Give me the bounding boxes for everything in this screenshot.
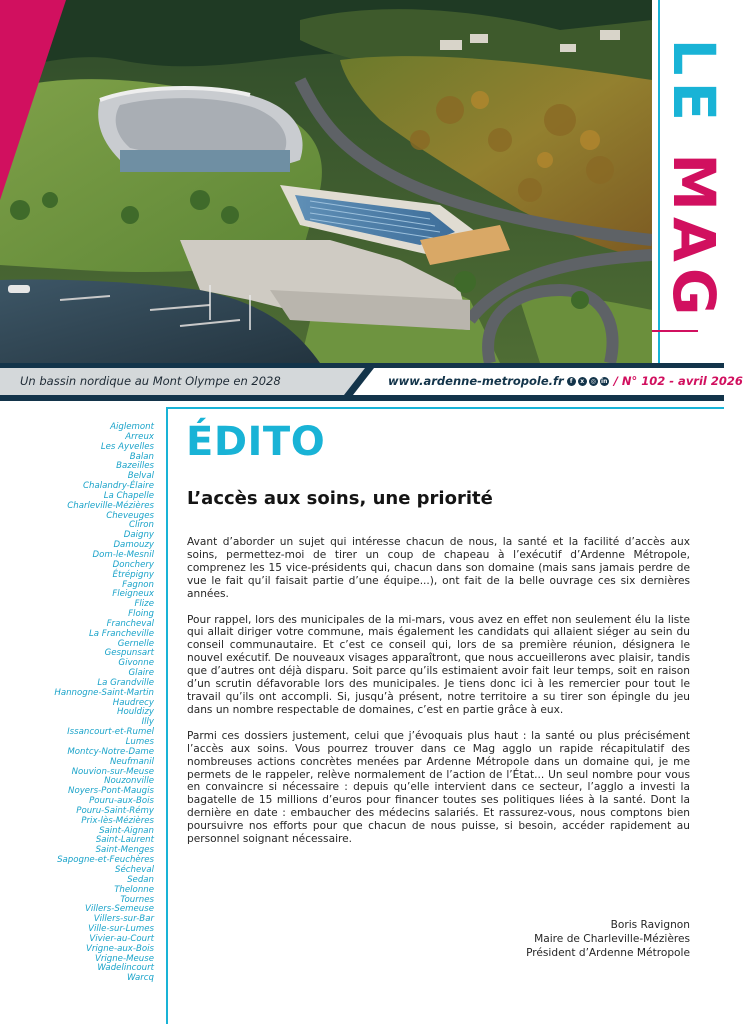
commune-item: Nouzonville (104, 776, 154, 787)
edito-body (187, 536, 690, 859)
commune-item: Aiglemont (110, 422, 154, 432)
commune-item: La Chapelle (103, 490, 154, 501)
commune-item: Saint-Laurent (95, 835, 154, 846)
commune-item: Daigny (123, 530, 154, 541)
edito-paragraph: Pour rappel, lors des municipales de la mi-mars, vous avez en effet non seulement élu la liste qui allait diriger votre commune, mais également les candidats qui allaient siéger au sein du conseil communautaire. Et c’est ce conseil qui, lors de sa première réunion, désignera le nouvel exécutif. De nouveaux visages apparaîtront, que nous accueillerons avec plaisir, tandis que d’autres ont déjà disparu. Soit parce qu’ils estimaient avoir fait leur temps, soit en raison d’un scrutin défavorable lors des municipales. Je tiens donc ici à les remercier pour tout le travail qu’ils ont accompli. Si, jusqu’à présent, notre territoire a su tirer son épingle du jeu dans un nombre respectable de domaines, c’est en partie grâce à eux. (187, 613, 690, 716)
pink-accent-line (652, 330, 698, 332)
commune-item: Issancourt-et-Rumel (67, 727, 154, 738)
edito-subtitle: L’accès aux soins, une priorité (187, 488, 493, 509)
commune-item: Sedan (127, 874, 154, 885)
commune-item: Vivier-au-Court (89, 933, 154, 944)
commune-item: Noyers-Pont-Maugis (68, 786, 154, 797)
commune-item: Neufmanil (109, 756, 154, 767)
signature-role: Maire de Charleville-Mézières (534, 933, 690, 945)
pink-corner-accent (0, 0, 66, 200)
commune-item: Cliron (128, 520, 154, 531)
commune-item: Saint-Menges (95, 845, 154, 856)
commune-item: Givonne (118, 658, 154, 669)
commune-item: Les Ayvelles (100, 441, 154, 452)
commune-item: Pouru-aux-Bois (89, 796, 154, 807)
magazine-title (660, 38, 728, 322)
commune-item: Fagnon (122, 579, 154, 590)
commune-item: Dom-le-Mesnil (92, 549, 154, 560)
commune-item: Gespunsart (104, 648, 154, 659)
x-icon[interactable]: x (578, 377, 587, 386)
commune-item: Vrigne-aux-Bois (85, 943, 154, 954)
linkedin-icon[interactable]: in (601, 378, 608, 385)
commune-item: Belval (127, 471, 154, 482)
commune-item: Montcy-Notre-Dame (67, 746, 154, 757)
frame-vertical-rule (166, 407, 168, 1024)
commune-item: Nouvion-sur-Meuse (71, 766, 154, 777)
commune-item: Prix-lès-Mézières (81, 815, 154, 826)
commune-item: Floing (128, 609, 154, 620)
commune-item: La Grandville (97, 677, 154, 688)
commune-item: Chalandry-Élaire (83, 481, 154, 492)
commune-item: Cheveuges (106, 510, 154, 521)
commune-item: Gernelle (117, 638, 154, 649)
commune-item: Villers-Semeuse (84, 904, 154, 915)
commune-item: Charleville-Mézières (67, 500, 154, 511)
commune-item: Sécheval (115, 864, 154, 875)
commune-item: Glaire (128, 668, 154, 679)
commune-item: Tournes (120, 894, 154, 905)
commune-item: Illy (141, 717, 154, 728)
signature-role: Président d’Ardenne Métropole (526, 947, 690, 959)
signature-block (526, 918, 690, 960)
commune-item: Fleigneux (112, 589, 154, 600)
commune-item: Flize (134, 599, 154, 610)
commune-item: Bazeilles (116, 461, 154, 472)
magazine-title-mag: MAG (660, 153, 728, 322)
commune-item: Vrigne-Meuse (94, 953, 154, 964)
commune-item: La Francheville (89, 628, 154, 639)
commune-item: Francheval (106, 618, 154, 629)
commune-item: Donchery (112, 559, 154, 570)
commune-item: Arreux (125, 431, 154, 442)
commune-item: Hannogne-Saint-Martin (54, 687, 154, 698)
commune-item: Étrépigny (112, 569, 154, 580)
edito-paragraph: Parmi ces dossiers justement, celui que j’évoquais plus haut : la santé ou plus précisément l’accès aux soins. Vous pourrez trouver dans ce Mag agglo un rapide récapitulatif des nombreuses actions concrètes menées par Ardenne Métropole dans un domaine qui, je me permets de le rappeler, relève normalement de l’action de l’État... Un seul nombre pour vous en convaincre si nécessaire : depuis qu’elle intervient dans ce secteur, l’agglo a investi la bagatelle de 15 millions d’euros pour financer toutes ses politiques liées à la santé. Dont la dernière en date : embaucher des médecins salariés. Et rassurez-vous, nous comptons bien poursuivre nos efforts pour que chacun de nous puisse, si besoin, accéder rapidement au personnel soignant nécessaire. (187, 729, 690, 846)
commune-item: Saint-Aignan (99, 825, 154, 836)
commune-item: Sapogne-et-Feuchères (57, 855, 154, 866)
issue-number: / N° 102 - avril 2026 (613, 374, 743, 388)
strip-bottom-rule (0, 395, 724, 401)
instagram-icon[interactable]: ◎ (590, 378, 596, 385)
commune-item: Lumes (125, 737, 154, 747)
facebook-icon[interactable]: f (567, 377, 576, 386)
website-link[interactable]: www.ardenne-metropole.fr (388, 374, 564, 388)
frame-horizontal-rule (166, 407, 724, 409)
commune-item: Villers-sur-Bar (93, 914, 154, 925)
social-icons (567, 377, 609, 386)
edito-title: ÉDITO (186, 419, 326, 465)
commune-item: Houldizy (117, 707, 154, 718)
photo-caption: Un bassin nordique au Mont Olympe en 2028 (20, 374, 281, 388)
commune-item: Thelonne (114, 884, 154, 895)
commune-item: Wadelincourt (97, 963, 154, 974)
issue-info (388, 368, 743, 395)
commune-item: Warcq (126, 973, 154, 984)
commune-item: Ville-sur-Lumes (88, 924, 154, 935)
communes-list (54, 423, 154, 984)
magazine-title-le: LE (660, 38, 728, 128)
edito-paragraph: Avant d’aborder un sujet qui intéresse chacun de nous, la santé et la facilité d’accès aux soins, permettez-moi de tirer un coup de chapeau à l’exécutif d’Ardenne Métropole, comprenez les 15 vice-présidents qui, chacun dans son domaine (mais sans jamais perdre de vue le fait qu’il faisait partie d’une équipe...), ont fait de la belle ouvrage ces six dernières années. (187, 536, 690, 600)
commune-item: Haudrecy (112, 697, 154, 708)
commune-item: Damouzy (113, 540, 154, 551)
commune-item: Pouru-Saint-Rémy (76, 805, 154, 816)
hero-photo (0, 0, 652, 363)
signature-name: Boris Ravignon (610, 919, 690, 931)
commune-item: Balan (129, 451, 154, 462)
